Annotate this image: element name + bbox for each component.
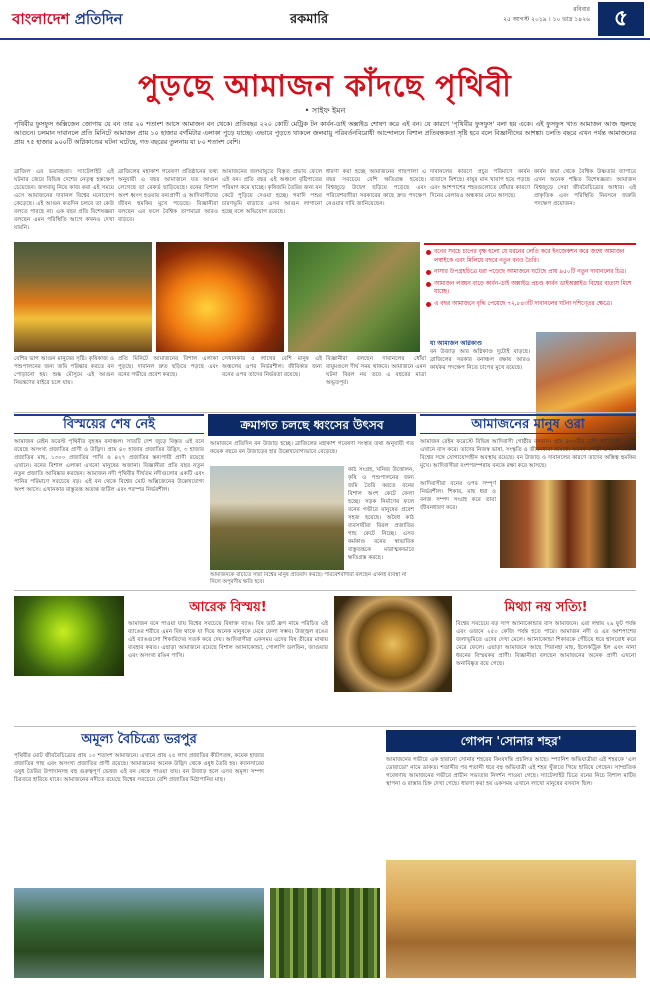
biodiversity-section-title: অমূল্য বৈচিত্র্যে ভরপুর xyxy=(81,732,197,747)
intro-paragraph: পৃথিবীর ফুসফুস অক্সিজেন জোগায় যে বন তার ২০ শতাংশ আসে আমাজন বন থেকে। প্রতিবছর ২২০ কোটি মেট্রিক টন কার্বন-ডাই অক্সাইড শোষণ করে এই বন। যে কারণে 'পৃথিবীর ফুসফুস' বলা হয় একে। এই ফুসফুস খাত আমাজন আজ জ্বলছে আগুনে। চলমান দাবানলে প্রতি মিনিটে আমাজন প্রায় ১০ হাজার বর্গমিটার এলাকা পুড়ে যাচ্ছে। এভাবে পুড়তে থাকলে জলবায়ু পরিবর্তনবিরোধী আন্দোলনে বিশাল প্রতিবন্ধকতা সৃষ্টি হবে বলে বিজ্ঞানীদের আশঙ্কা। চলতি বছরে এখন পর্যন্ত আমাজনের প্রায় ৭৫ হাজার ৯০০টি অগ্নিকাণ্ডের ঘটনা ঘটেছে, গত বছরের তুলনায় যা ৮০ শতাংশ বেশি। xyxy=(14,121,636,146)
article-mid-col-4: বিজ্ঞানীরা বলছেন দাবানলের ধোঁয়া বায়ুমণ্ডলে দীর্ঘ সময় থাকবে। আমাজনে এমন ঘটনা বিরল নয় তবে এ বছরের মাত্রা অভূতপূর্ব। xyxy=(326,356,426,386)
article-col-5: দাবানলের কারণে প্রচুর পরিমাণে কার্বন বাতাসে মিশছে। বায়ুর মান খারাপ হয়ে পড়ছে এবং আশপাশের শহরগুলোতে ধোঁয়ার কারণে দিনের বেলায়ও অন্ধকার নেমে আসছে। xyxy=(430,169,530,199)
article-col-1: ব্রাজিল এর ভয়াবহতা। স্যাটেলাইট এই ঘটনার জেরে বিভিন্ন দেশের নেতৃত্ব হস্তক্ষেপ চেয়েছেন। জলবায়ু নিয়ে কাজ করা এই সময়ে এসে আমাজনের দাবানল বিশ্বের মনোযোগ কেড়েছে। এই আগুন কতদিন চলবে তা কেউ বলতে পারছে না। এক বছর প্রতি বিশেষজ্ঞরা বলছেন এমন পরিস্থিতি আগে কখনও দেখা যায়নি। xyxy=(14,169,114,231)
fire-subhead-text: বন উজাড় আর অগ্নিকাণ্ড দুটোই বাড়ছে। ব্রাজিলের সরকার বনাঞ্চল রক্ষায় আরও কার্যকর পদক্ষেপ নিতে চাপের মুখে রয়েছে। xyxy=(430,349,530,371)
section-divider xyxy=(14,726,636,727)
golden-city-section-body: আমাজনের গভীরে এক হারানো সোনার শহরের কিংবদন্তি প্রচলিত আছে। স্প্যানিশ অভিযাত্রীরা এই শহরকে 'এল ডোরাডো' নামে ডাকত। শতাব্দীর পর শতাব্দী ধরে বহু অভিযাত্রী এই শহর খুঁজতে গিয়ে হারিয়ে গেছেন। সাম্প্রতিক গবেষণায় আমাজনের গভীরে প্রাচীন সভ্যতার নিদর্শন পাওয়া গেছে। স্যাটেলাইট চিত্রে বনের নিচে বিশাল মাটির স্থাপনা ও রাস্তার চিহ্ন দেখা গেছে। ধারণা করা হয় একসময় এখানে লাখো মানুষের বসবাস ছিল। xyxy=(386,757,636,787)
forest-fire-photo-2 xyxy=(156,242,284,352)
main-headline: পুড়ছে আমাজন কাঁদছে পৃথিবী xyxy=(138,69,512,104)
another-surprise-body: আমাজন বনে পাওয়া যায় বিশ্বের সবচেয়ে বিষাক্ত ব্যাঙ। বিষ ডার্ট ফ্রগ নামে পরিচিত এই ব্যাঙের শরীরে এমন বিষ থাকে যা দিয়ে অনেক মানুষকে মেরে ফেলা সম্ভব। উজ্জ্বল রঙের এই ব্যাঙগুলো শিকারিদের সতর্ক করে দেয়। আদিবাসীরা একসময় এদের বিষ তীরের মাথায় ব্যবহার করত। এছাড়া আমাজনে রয়েছে বিশাল অ্যানাকোন্ডা, গোলাপি ডলফিন, জাগুয়ার এবং অসংখ্য রঙিন পাখি। xyxy=(128,621,328,659)
page-number: ৫ xyxy=(598,2,644,36)
byline: • সাইফ ইমন xyxy=(304,106,346,115)
article-mid-col-2: প্রতি মিনিটে আমাজনের বিশাল এলাকা পুড়ছে। দাবানল দ্রুত ছড়িয়ে পড়ছে এবং বনের গভীরে প্রবেশ করছে। xyxy=(118,356,218,378)
destruction-caption: আমাজনকে বাঁচাতে সারা বিশ্বের মানুষ প্রতিবাদ করছে। পরিবেশবাদীরা বলছেন এখনই ব্যবস্থা না নিলে অপূরণীয় ক্ষতি হবে। xyxy=(210,572,407,585)
header-divider xyxy=(0,38,650,40)
section-name: রকমারি xyxy=(290,12,329,27)
aerial-forest-photo xyxy=(288,242,420,352)
highlights-box xyxy=(424,243,636,331)
biodiversity-section-body: পৃথিবীর মোট জীববৈচিত্র্যের প্রায় ১০ শতাংশ আমাজনে। এখানে প্রায় ২৫ লাখ প্রজাতির কীটপতঙ্গ, কয়েক হাজার প্রজাতির গাছ এবং অসংখ্য প্রজাতির প্রাণী রয়েছে। আমাজনের অনেক উদ্ভিদ থেকে ওষুধ তৈরি হয়। ক্যানসারের ওষুধ তৈরির উপাদানসহ বহু গুরুত্বপূর্ণ ভেষজ এই বন থেকে পাওয়া যায়। বন উজাড় হলে এসব অমূল্য সম্পদ চিরতরে হারিয়ে যাবে। আমাজনের নদীতে রয়েছে বিশ্বের সবচেয়ে বেশি প্রজাতির মিঠাপানির মাছ। xyxy=(14,753,264,783)
highlight-item: আমাজন লঙ্ঘন বাড়ে কার্বন-ডাই অক্সাইড প্রচণ্ড কার্বন ডাইঅক্সাইড বিশ্বের বাতাস মিশে যাচ্ছে। xyxy=(424,280,636,297)
myth-section-title: মিথ্যা নয় সত্যি! xyxy=(504,600,588,615)
highlight-item: নাসার উপগ্রহচিত্রে ধরা পড়েছে আমাজনে ঘটেছে প্রায় ৯৫০টি নতুন দাবানলের চিত্র। xyxy=(424,268,636,277)
fire-subhead: যা আমাজন অগ্নিকাণ্ড xyxy=(430,340,482,347)
destruction-body-top: আমাজনে প্রতিদিন বন উজাড় হচ্ছে। ব্রাজিলের মহাকাশ গবেষণা সংস্থার তথ্য অনুযায়ী গত কয়েক বছরে বন উজাড়ের হার উল্লেখযোগ্যভাবে বেড়েছে। xyxy=(210,441,414,455)
poison-frog-photo xyxy=(14,596,124,676)
anaconda-photo xyxy=(334,596,452,692)
destruction-section-title: ক্রমাগত চলছে ধ্বংসের উৎসব xyxy=(208,414,416,436)
ancient-city-illustration xyxy=(386,860,636,978)
logo-blue-text: প্রতিদিন xyxy=(74,10,123,28)
article-mid-col-5 xyxy=(430,340,530,405)
highlight-item: এ বছর আমাজনে বৃদ্ধি পেয়েছে ৭২,৮৪৩টি দাবানলের ঘটনা দশিণ্তের ক্ষেত্রে। xyxy=(424,300,636,309)
logo-red-text: বাংলাদেশ xyxy=(12,10,70,28)
people-section-title: আমাজনের মানুষ ওরা xyxy=(420,414,636,434)
indigenous-people-photo xyxy=(500,480,636,568)
date-full: ২৫ আগস্ট ২০১৯ । ১০ ভাদ্র ১৪২৬ xyxy=(503,16,590,23)
forest-fire-photo-1 xyxy=(14,242,152,352)
surprise-section-title: বিস্ময়ের শেষ নেই xyxy=(14,414,204,434)
golden-city-section-title: গোপন 'সোনার শহর' xyxy=(386,730,636,752)
amazon-river-photo xyxy=(14,888,264,978)
date-day: রবিবার xyxy=(573,6,590,13)
article-col-3: আমাজনের জলবায়ুতে বিস্তৃত প্রভাব ফেলে এই বন। প্রতি বছর এই অঞ্চলে বৃষ্টিপাতের পরিমাণ কমে যাচ্ছে। কৃষিজমি তৈরির জন্য বন কেটে পুড়িয়ে দেওয়া হচ্ছে। গবাদি পশুর চারণভূমি বাড়াতে এসব আগুন লাগানো হচ্ছে বলে অভিযোগ রয়েছে। xyxy=(222,169,322,215)
article-mid-col-1: বেশির ভাগ আগুন মানুষের সৃষ্টি। কৃষিকাজ ও পশুপালনের জন্য জমি পরিষ্কার করতে বন পোড়ানো হয়। শুষ্ক মৌসুমে এই আগুন নিয়ন্ত্রণের বাইরে চলে যায়। xyxy=(14,356,114,386)
article-col-6: কার্বন জমা থেকে বৈশ্বিক উষ্ণতার ব্যাপারে এখন অনেক শঙ্কিত বিশেষজ্ঞরা। আমাজন বিশ্বজুড়ে সেরা জীববৈচিত্র্যের আধার। এই প্রাকৃতিক এবং পরিস্থিতি নিরসনে জরুরি পদক্ষেপ প্রয়োজন। xyxy=(534,169,636,207)
date-block xyxy=(470,5,590,25)
people-section-body: আমাজন রেইন ফরেস্টে বিভিন্ন আদিবাসী গোষ্ঠীর বসবাস। প্রায় ৪০০টির বেশি আদিবাসী গোষ্ঠী এখানে বাস করে। তাদের নিজস্ব ভাষা, সংস্কৃতি ও জীবনধারা রয়েছে। অনেক গোষ্ঠী এখনো বাইরের বিশ্বের সঙ্গে যোগাযোগহীন অবস্থায় রয়েছে। বন উজাড় ও দাবানলের কারণে তাদের অস্তিত্ব হুমকির মুখে। আদিবাসীরা বংশপরম্পরায় বনকে রক্ষা করে আসছে। xyxy=(420,439,636,469)
newspaper-logo xyxy=(12,8,123,33)
people-caption: আদিবাসীরা বনের ওপর সম্পূর্ণ নির্ভরশীল। শিকার, মাছ ধরা ও বনজ সম্পদ সংগ্রহ করে তারা জীবনধারণ করে। xyxy=(420,481,496,511)
article-col-2: ব্রাজিলের মহাকাশ গবেষণা প্রতিষ্ঠানের তথ্য অনুযায়ী এ বছর আমাজনে যত আগুন লেগেছে তা রেকর্ড ছাড়িয়েছে। বনের বিশাল অংশ ধ্বংস হওয়ায় বন্যপ্রাণী ও আদিবাসীদের জীবন হুমকির মুখে পড়েছে। বিজ্ঞানীরা বলছেন এর ফলে বৈশ্বিক তাপমাত্রা আরও বাড়বে। xyxy=(118,169,218,223)
deforestation-photo xyxy=(210,466,344,570)
forest-trees-photo xyxy=(270,888,380,978)
myth-section-body: বিশ্বের সবচেয়ে বড় সাপ অ্যানাকোন্ডার বাস আমাজনে। এরা লম্বায় ২৯ ফুট পর্যন্ত এবং ওজনে ২৫০ কেজি পর্যন্ত হতে পারে। আমাজন নদী ও এর আশপাশের জলাভূমিতে এদের দেখা মেলে। অ্যানাকোন্ডা শিকারকে পেঁচিয়ে ধরে শ্বাসরোধ করে মেরে ফেলে। এছাড়া আমাজনে আছে পিরানহা মাছ, ইলেকট্রিক ইল এবং নানা ধরনের বিস্ময়কর প্রাণী। বিজ্ঞানীরা বলছেন আমাজনের অনেক প্রাণী এখনো অনাবিষ্কৃত রয়ে গেছে। xyxy=(456,621,636,667)
destruction-body-right: কাঠ সংগ্রহ, খনিজ উত্তোলন, কৃষি ও পশুপালনের জন্য জমি তৈরি করতে বনের বিশাল অংশ কেটে ফেলা হচ্ছে। সড়ক নির্মাণের ফলে বনের গভীরে মানুষের প্রবেশ সহজ হয়েছে। অবৈধ কাঠ ব্যবসায়ীরা বিরল প্রজাতির গাছ কেটে নিচ্ছে। এসব কর্মকাণ্ড বনের স্বাভাবিক বাস্তুতন্ত্রকে মারাত্মকভাবে ক্ষতিগ্রস্ত করছে। xyxy=(348,467,414,561)
section-divider xyxy=(14,590,636,591)
article-col-4: ধারণা করা হচ্ছে আমাজনের গাছপালা এ বছর সবচেয়ে বেশি ক্ষতিগ্রস্ত হয়েছে। বিশ্বজুড়ে উদ্বেগ ছড়িয়ে পড়েছে এবং পরিবেশবাদীরা সরকারের কাছে দ্রুত পদক্ষেপ নেওয়ার দাবি জানিয়েছেন। xyxy=(326,169,426,207)
section-divider xyxy=(14,412,636,413)
surprise-section-body: আমাজন রেইন ফরেস্ট পৃথিবীর বৃহত্তম বনাঞ্চল। সাতটি দেশ জুড়ে বিস্তৃত এই বনে রয়েছে অসংখ্য প্রজাতির প্রাণী ও উদ্ভিদ। প্রায় ৪০ হাজার প্রজাতির উদ্ভিদ, ৩ হাজার প্রজাতির মাছ, ১৩০০ প্রজাতির পাখি ও ৪২৭ প্রজাতির স্তন্যপায়ী প্রাণী রয়েছে এখানে। বনের বিশাল এলাকা এখনো মানুষের অজানা। বিজ্ঞানীরা প্রতি বছর নতুন নতুন প্রজাতি আবিষ্কার করছেন। আমাজন নদী পৃথিবীর দীর্ঘতম নদীগুলোর একটি এবং পানির পরিমাণে সবচেয়ে বড়। এই বন থেকে বিশ্বের মোট অক্সিজেনের উল্লেখযোগ্য অংশ আসে। এখানকার বাস্তুতন্ত্র অত্যন্ত জটিল এবং পরস্পর নির্ভরশীল। xyxy=(14,439,204,493)
highlight-item: বনের সবচে চাপের বৃক্ষ হলো যে ধরনের লেতি করে ইনজেকশন করে জন্মে আমাজন লস্বাইকে এবং মিলিয়ে বছরে নতুন বনও তৈরি। xyxy=(424,248,636,265)
another-surprise-title: আরেক বিস্ময়! xyxy=(189,600,267,615)
article-mid-col-3: সেখানকার ৫ লাখের বেশি মানুষ এই অঞ্চলের ওপর নির্ভরশীল। জীবিকার জন্য বনের ওপর তাদের নির্ভরতা রয়েছে। xyxy=(222,356,322,378)
